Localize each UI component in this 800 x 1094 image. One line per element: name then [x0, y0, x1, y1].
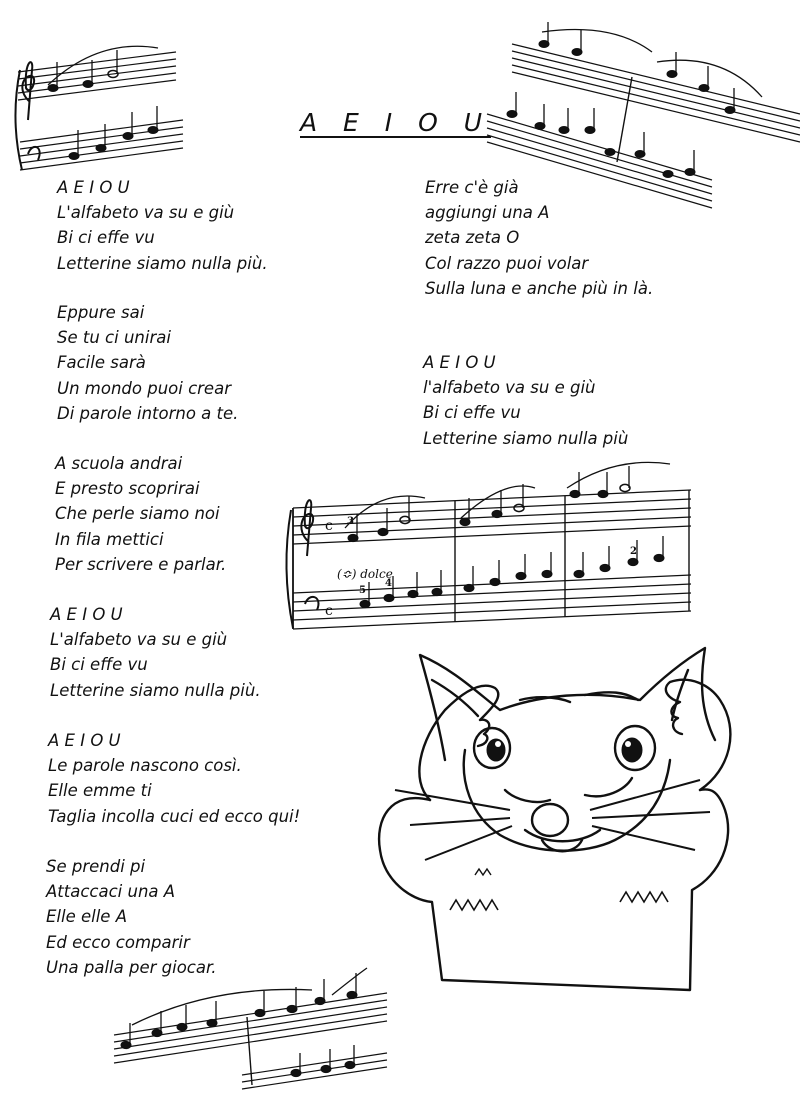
lyric-line: Letterine siamo nulla più. [50, 680, 261, 700]
lyric-line: Letterine siamo nulla più [423, 428, 629, 448]
music-staff-top-right [482, 22, 800, 197]
lyric-line: Di parole intorno a te. [57, 403, 239, 423]
lyric-line: A scuola andrai [55, 454, 183, 473]
lyric-line: L'alfabeto va su e giù [57, 203, 235, 223]
lyric-line: Elle elle A [46, 907, 127, 927]
lyric-line: A E I O U [48, 731, 121, 750]
lyric-line: Le parole nascono così. [48, 756, 242, 776]
lyric-line: Elle emme ti [48, 781, 152, 801]
music-staff-bottom [112, 965, 392, 1090]
lyric-line: aggiungi una A [425, 203, 550, 223]
fingering-4: 4 [385, 578, 392, 589]
stanza-left-3 [55, 451, 226, 577]
lyric-line: Ed ecco comparir [46, 932, 190, 952]
lyric-line: Se prendi pi [46, 857, 146, 876]
lyric-line: l'alfabeto va su e giù [423, 378, 596, 398]
lyric-line: E presto scoprirai [55, 479, 200, 499]
lyric-line: Bi ci effe vu [50, 655, 148, 675]
lyric-line: A E I O U [423, 353, 496, 372]
lyric-line: A E I O U [57, 178, 130, 197]
stanza-left-5 [48, 728, 300, 829]
lyric-line: Eppure sai [57, 303, 145, 322]
lyric-line: Facile sarà [57, 353, 146, 373]
lyric-line: Bi ci effe vu [423, 403, 521, 423]
svg-text:c: c [325, 518, 333, 534]
fingering-5: 5 [359, 585, 366, 596]
lyric-line: Col razzo puoi volar [425, 253, 589, 273]
stanza-left-4 [50, 602, 261, 703]
song-title: A E I O U [300, 108, 492, 137]
music-staff-top-left [8, 30, 188, 170]
fingering-2: 2 [630, 546, 637, 557]
lyric-line: L'alfabeto va su e giù [50, 630, 228, 650]
svg-text:c: c [325, 603, 333, 619]
lyric-line: Che perle siamo noi [55, 504, 220, 524]
stanza-left-6 [46, 854, 217, 980]
lyric-line: Attaccaci una A [46, 882, 176, 902]
lyric-line: Bi ci effe vu [57, 228, 155, 248]
lyric-line: Un mondo puoi crear [57, 378, 231, 398]
lyric-line: Se tu ci unirai [57, 328, 171, 348]
lyric-line: Sulla luna e anche più in là. [425, 278, 654, 298]
dolce-marking: (≎) dolce [337, 567, 393, 581]
stanza-left-2 [57, 300, 238, 426]
lyric-line: A E I O U [50, 605, 123, 624]
lyric-line: Letterine siamo nulla più. [57, 253, 268, 273]
lyric-line: Una palla per giocar. [46, 957, 217, 977]
lyric-line: zeta zeta O [425, 228, 520, 248]
stanza-left-1 [57, 175, 268, 276]
music-staff-middle [285, 458, 697, 650]
cat-illustration [370, 640, 785, 990]
lyric-line: Per scrivere e parlar. [55, 554, 227, 574]
stanza-right-2 [423, 350, 628, 451]
lyric-line: Taglia incolla cuci ed ecco qui! [48, 806, 301, 826]
lyric-line: In fila mettici [55, 529, 164, 549]
fingering-3: 3 [347, 516, 354, 527]
lyric-line: Erre c'è già [425, 178, 519, 197]
